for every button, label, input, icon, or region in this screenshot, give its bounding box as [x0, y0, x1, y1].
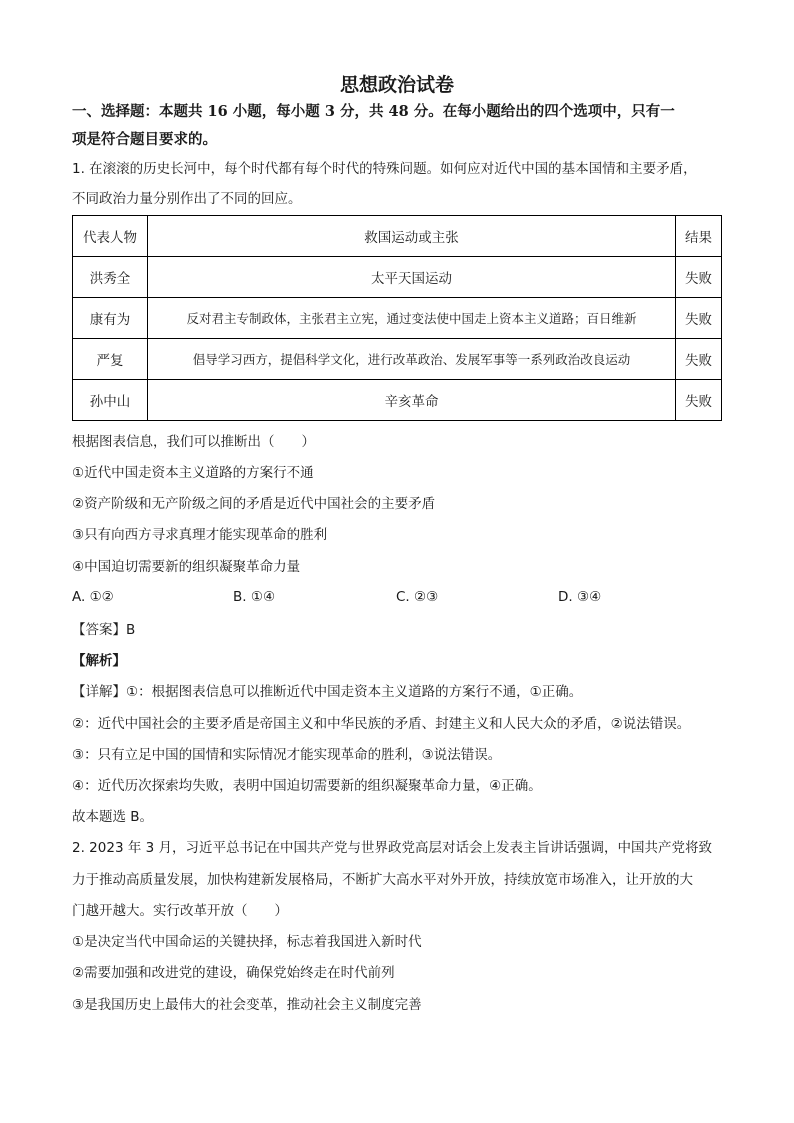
table-cell: 康有为 — [73, 298, 148, 339]
detail-line: ②：近代中国社会的主要矛盾是帝国主义和中华民族的矛盾、封建主义和人民大众的矛盾，②说法错误。 — [72, 716, 691, 732]
q1-statement: ④中国迫切需要新的组织凝聚革命力量 — [72, 559, 301, 575]
table-row — [73, 298, 722, 339]
q2-statement: ③是我国历史上最伟大的社会变革，推动社会主义制度完善 — [72, 997, 422, 1013]
table-header-cell: 救国运动或主张 — [148, 216, 676, 257]
detail-line: 【详解】①：根据图表信息可以推断近代中国走资本主义道路的方案行不通，①正确。 — [72, 684, 583, 700]
table-cell: 孙中山 — [73, 380, 148, 421]
detail-line: ③：只有立足中国的国情和实际情况才能实现革命的胜利，③说法错误。 — [72, 747, 502, 763]
q1-stem-line-1: 1. 在滚滚的历史长河中，每个时代都有每个时代的特殊问题。如何应对近代中国的基本国情和主要矛盾， — [72, 161, 697, 177]
q1-prompt: 根据图表信息，我们可以推断出（ ） — [72, 434, 315, 450]
table-cell: 失败 — [676, 339, 722, 380]
section-heading-line-1: 一、选择题：本题共 16 小题，每小题 3 分，共 48 分。在每小题给出的四个选项中，只有一 — [72, 103, 675, 120]
q1-statement: ③只有向西方寻求真理才能实现革命的胜利 — [72, 527, 328, 543]
section-heading-line-2: 项是符合题目要求的。 — [72, 131, 217, 148]
analysis-label: 【解析】 — [72, 653, 126, 669]
option-b: B. ①④ — [233, 589, 276, 605]
q2-statement: ②需要加强和改进党的建设，确保党始终走在时代前列 — [72, 965, 395, 981]
q2-stem-line-1: 2. 2023 年 3 月，习近平总书记在中国共产党与世界政党高层对话会上发表主旨讲话强调，中国共产党将致 — [72, 840, 712, 856]
table-cell: 洪秀全 — [73, 257, 148, 298]
q2-stem-line-3: 门越开越大。实行改革开放（ ） — [72, 903, 288, 919]
q2-stem-line-2: 力于推动高质量发展，加快构建新发展格局，不断扩大高水平对外开放，持续放宽市场准入，让开放的大 — [72, 872, 693, 888]
history-table — [72, 215, 722, 421]
table-row — [73, 257, 722, 298]
q1-statement: ②资产阶级和无产阶级之间的矛盾是近代中国社会的主要矛盾 — [72, 496, 436, 512]
table-cell: 失败 — [676, 380, 722, 421]
table-cell: 失败 — [676, 298, 722, 339]
table-cell: 失败 — [676, 257, 722, 298]
table-cell: 反对君主专制政体，主张君主立宪，通过变法使中国走上资本主义道路；百日维新 — [148, 298, 676, 339]
page-title: 思想政治试卷 — [339, 74, 454, 96]
table-row — [73, 339, 722, 380]
answer-line: 【答案】B — [72, 622, 136, 638]
q1-statement: ①近代中国走资本主义道路的方案行不通 — [72, 465, 314, 481]
table-cell: 倡导学习西方，提倡科学文化，进行改革政治、发展军事等一系列政治改良运动 — [148, 339, 676, 380]
option-a: A. ①② — [72, 589, 114, 605]
table-row — [73, 380, 722, 421]
table-header-row — [73, 216, 722, 257]
detail-line: ④：近代历次探索均失败，表明中国迫切需要新的组织凝聚革命力量，④正确。 — [72, 778, 542, 794]
table-header-cell: 代表人物 — [73, 216, 148, 257]
q1-stem-line-2: 不同政治力量分别作出了不同的回应。 — [72, 191, 302, 207]
table-cell: 严复 — [73, 339, 148, 380]
table-cell: 太平天国运动 — [148, 257, 676, 298]
option-c: C. ②③ — [396, 589, 439, 605]
option-d: D. ③④ — [558, 589, 602, 605]
table-header-cell: 结果 — [676, 216, 722, 257]
conclusion-line: 故本题选 B。 — [72, 809, 154, 825]
table-cell: 辛亥革命 — [148, 380, 676, 421]
q2-statement: ①是决定当代中国命运的关键抉择，标志着我国进入新时代 — [72, 934, 422, 950]
